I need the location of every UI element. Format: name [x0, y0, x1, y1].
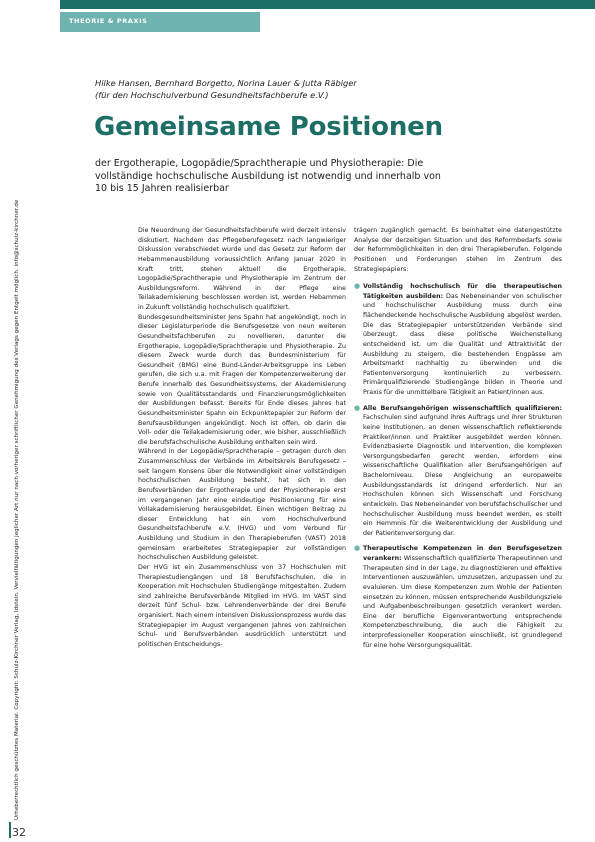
- header-strip: [60, 0, 260, 9]
- article-title: Gemeinsame Positionen: [94, 112, 443, 142]
- list-item-heading: Therapeutische Kompetenzen in den Berufsgesetzen verankern:: [363, 545, 562, 562]
- list-item-heading: Alle Berufsangehörigen wissenschaftlich qualifizieren:: [363, 404, 562, 412]
- paragraph: Während in der Logopädie/Sprachtherapie – getragen durch den Zusammenschluss der Verbände im Arbeitskreis Berufsgesetz – seit langem Konsens über die Notwendigkeit einer vollständigen hochschulischen Ausbildung besteht, hat sich in den Berufsverbänden der Ergotherapie und der Physiotherapie erst im vergangenen Jahr eine eindeutige Positionierung für eine Vollakademisierung herausgebildet. Einen wichtigen Beitrag zu dieser Entwicklung hat ein vom Hochschulverbund Gesundheitsfachberufe e.V. (HVG) und vom Verbund für Ausbildung und Studium in den Therapieberufen (VAST) 2018 gemeinsam erarbeitetes Strategiepapier zur vollständigen hochschulischen Ausbildung geleistet.: [138, 448, 346, 562]
- page-number: 32: [12, 826, 26, 839]
- copyright-notice: Urheberrechtlich geschütztes Material. Copyright: Schulz-Kirchner Verlag, Idstein. Vervielfältigungen jeglicher Art nur nach vorheriger schriftlicher Genehmigung des Verlags gegen Entgelt möglich. info@schulz-kirchner.de: [14, 199, 20, 820]
- bullet-icon: ●: [354, 282, 361, 291]
- section-tab: [60, 12, 260, 32]
- article-subtitle: der Ergotherapie, Logopädie/Sprachtherapie und Physiotherapie: Die vollständige hochschulische Ausbildung ist notwendig und innerhalb von 10 bis 15 Jahren realisierbar: [95, 158, 441, 194]
- bullet-icon: ●: [354, 544, 361, 553]
- list-item-text: Wissenschaftlich qualifizierte Therapeutinnen und Therapeuten sind in der Lage, zu diagnostizieren und effektive Interventionen auszuwählen, umzusetzen, anzupassen und zu evaluieren. Um diese Kompetenzen zum Wohle der Patienten einsetzen zu können, müssen entsprechende Ausbildungsziele und Aufgabenbeschreibungen gesetzlich verankert werden. Eine der berufliche Eigenverantwortung entsprechende Kompetenzbeschreibung, die auch die Fähigkeit zu interprofessioneller Kooperation einschließt, ist grundlegend für eine hohe Versorgungsqualität.: [363, 555, 562, 649]
- author-names: Hilke Hansen, Bernhard Borgetto, Norina Lauer & Jutta Räbiger: [95, 78, 357, 88]
- author-block: [95, 77, 357, 101]
- position-list: [354, 282, 562, 650]
- paragraph: trägern zugänglich gemacht. Es beinhaltet eine datengestützte Analyse der derzeitigen Situation und des Reformbedarfs sowie der Reformmöglichkeiten in den drei Therapieberufen. Folgende Positionen und Forderungen stehen im Zentrum des Strategiepapiers:: [354, 227, 562, 273]
- list-item-text: Fachschulen sind aufgrund ihres Auftrags und ihrer Strukturen keine Institutionen, an denen wissenschaftlich reflektierende Praktiker/innen und Praktiker ausgebildet werden können. Evidenzbasierte Diagnostik und Intervention, die komplexen Versorgungsbedarfen gerecht werden, erfordern eine wissenschaftliche Qualifikation aller Berufsangehörigen auf Bachelorniveau. Diese Angleichung an europaweite Ausbildungsstandards ist dringend erforderlich. Nur an Hochschulen können sich Wissenschaft und Forschung entwickeln. Das Nebeneinander von berufsfachschulischer und hochschulischer Ausbildung muss beendet werden, es stellt ein Hemmnis für die Weiterentwicklung der Ausbildung und der Patientenversorgung dar.: [363, 414, 562, 537]
- paragraph: Die Neuordnung der Gesundheitsfachberufe wird derzeit intensiv diskutiert. Nachdem das Pflegeberufegesetz nach langwieriger Diskussion verabschiedet wurde und das Gesetz zur Reform der Hebammenausbildung voraussichtlich Anfang Januar 2020 in Kraft tritt, stehen aktuell die Ergotherapie, Logopädie/Sprachtherapie und Physiotherapie im Zentrum der Ausbildungsreform. Während in der Pflege eine Teilakademisierung beschlossen worden ist, werden Hebammen in Zukunft vollständig hochschulisch qualifiziert.: [138, 227, 346, 311]
- page-number-marker: [9, 822, 11, 838]
- header-rule: [260, 0, 595, 9]
- paragraph: Bundesgesundheitsminister Jens Spahn hat angekündigt, noch in dieser Legislaturperiode die Berufsgesetze von neun weiteren Gesundheitsfachberufen zu novellieren, darunter die Ergotherapie, Logopädie/Sprachtherapie und Physiotherapie. Zu diesem Zweck wurde durch das Bundesministerium für Gesundheit (BMG) eine Bund-Länder-Arbeitsgruppe ins Leben gerufen, die sich u.a. mit Fragen der Kompetenzerweiterung der Berufe innerhalb des Gesundheitssystems, der Akademisierung sowie von Qualitätsstandards und Finanzierungsmöglichkeiten der Ausbildungen befasst. Bereits für Ende dieses Jahres hat Gesundheitsminister Spahn ein Eckpunktepapier zur Reform der Berufsausbildungen angekündigt. Noch ist offen, ob darin die Voll- oder die Teilakademisierung oder, wie bisher, ausschließlich die berufsfachschulische Ausbildung enthalten sein wird.: [138, 313, 346, 446]
- list-item-text: Das Nebeneinander von schulischer und hochschulischer Ausbildung muss durch eine flächendeckende hochschulische Ausbildung abgelöst werden. Die das Strategiepapier unterstützenden Verbände sind überzeugt, dass diese politische Weichenstellung entscheidend ist, um die Qualität und Attraktivität der Ausbildung zu steigern, die bestehenden Engpässe am Arbeitsmarkt nachhaltig zu überwinden und die Patientenversorgung kontinuierlich zu verbessern. Primärqualifizierende Studiengänge bilden in Theorie und Praxis für die unmittelbare Tätigkeit an Patient/innen aus.: [363, 292, 562, 396]
- list-item: [354, 404, 562, 539]
- text-column-left: [138, 226, 346, 650]
- paragraph: Der HVG ist ein Zusammenschluss von 37 Hochschulen mit Therapiestudiengängen und 18 Berufsfachschulen, die in Kooperation mit Hochschulen Studiengänge mitgestalten. Zudem sind zahlreiche Berufsverbände Mitglied im HVG. Im VAST sind derzeit fünf Schul- bzw. Lehrendenverbände der drei Berufe organisiert. Nach einem intensiven Diskussionsprozess wurde das Strategiepapier im August vergangenen Jahres von zahlreichen Schul- und Berufsverbänden ausdrücklich unterstützt und politischen Entscheidungs-: [138, 563, 346, 648]
- list-item-heading: Vollständig hochschulisch für die therapeutischen Tätigkeiten ausbilden:: [363, 283, 562, 300]
- author-affiliation: (für den Hochschulverbund Gesundheitsfachberufe e.V.): [95, 90, 329, 100]
- list-item: [354, 544, 562, 650]
- page-header: [0, 0, 595, 36]
- bullet-icon: ●: [354, 403, 361, 412]
- text-column-right: [354, 226, 562, 656]
- list-item: [354, 282, 562, 398]
- section-label: THEORIE & PRAXIS: [69, 17, 148, 25]
